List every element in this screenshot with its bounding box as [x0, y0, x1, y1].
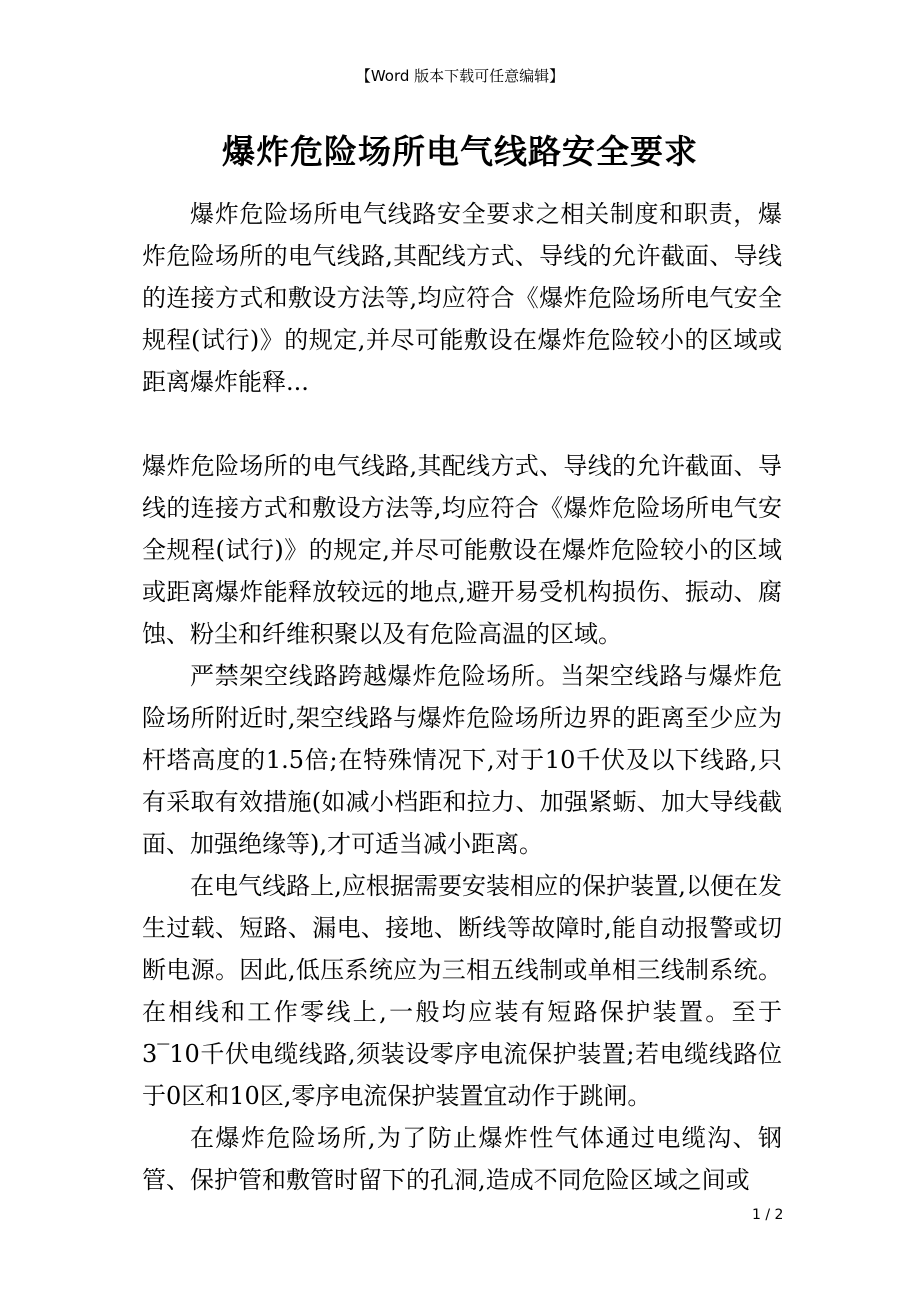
document-body	[142, 193, 782, 1201]
paragraph-sealing: 在爆炸危险场所,为了防止爆炸性气体通过电缆沟、钢管、保护管和敷管时留下的孔洞,造成不同危险区域之间或	[142, 1124, 782, 1194]
paragraph-protection-devices: 在电气线路上,应根据需要安装相应的保护装置,以便在发生过载、短路、漏电、接地、断线等故障时,能自动报警或切断电源。因此,低压系统应为三相五线制或单相三线制系统。在相线和工作零线上,一般均应装有短路保护装置。至于3‾10千伏电缆线路,须装设零序电流保护装置;若电缆线路位于0区和10区,零序电流保护装置宜动作于跳闸。	[142, 872, 782, 1110]
paragraph-summary: 爆炸危险场所电气线路安全要求之相关制度和职责，爆炸危险场所的电气线路,其配线方式、导线的允许截面、导线的连接方式和敷设方法等,均应符合《爆炸危险场所电气安全规程(试行)》的规定,并尽可能敷设在爆炸危险较小的区域或距离爆炸能释...	[142, 200, 782, 396]
document-title: 爆炸危险场所电气线路安全要求	[222, 132, 698, 171]
paragraph-overhead-lines: 严禁架空线路跨越爆炸危险场所。当架空线路与爆炸危险场所附近时,架空线路与爆炸危险场所边界的距离至少应为杆塔高度的1.5倍;在特殊情况下,对于10千伏及以下线路,只有采取有效措施(如减小档距和拉力、加强紧蛎、加大导线截面、加强绝缘等),才可适当减小距离。	[142, 662, 782, 858]
page-number: 1 / 2	[752, 1207, 784, 1223]
header-note: 【Word 版本下载可任意编辑】	[355, 67, 565, 85]
paragraph-wiring: 爆炸危险场所的电气线路,其配线方式、导线的允许截面、导线的连接方式和敷设方法等,均应符合《爆炸危险场所电气安全规程(试行)》的规定,并尽可能敷设在爆炸危险较小的区域或距离爆炸能释放较远的地点,避开易受机构损伤、振动、腐蚀、粉尘和纤维积聚以及有危险高温的区域。	[142, 452, 782, 648]
paragraph-gap	[142, 403, 782, 445]
